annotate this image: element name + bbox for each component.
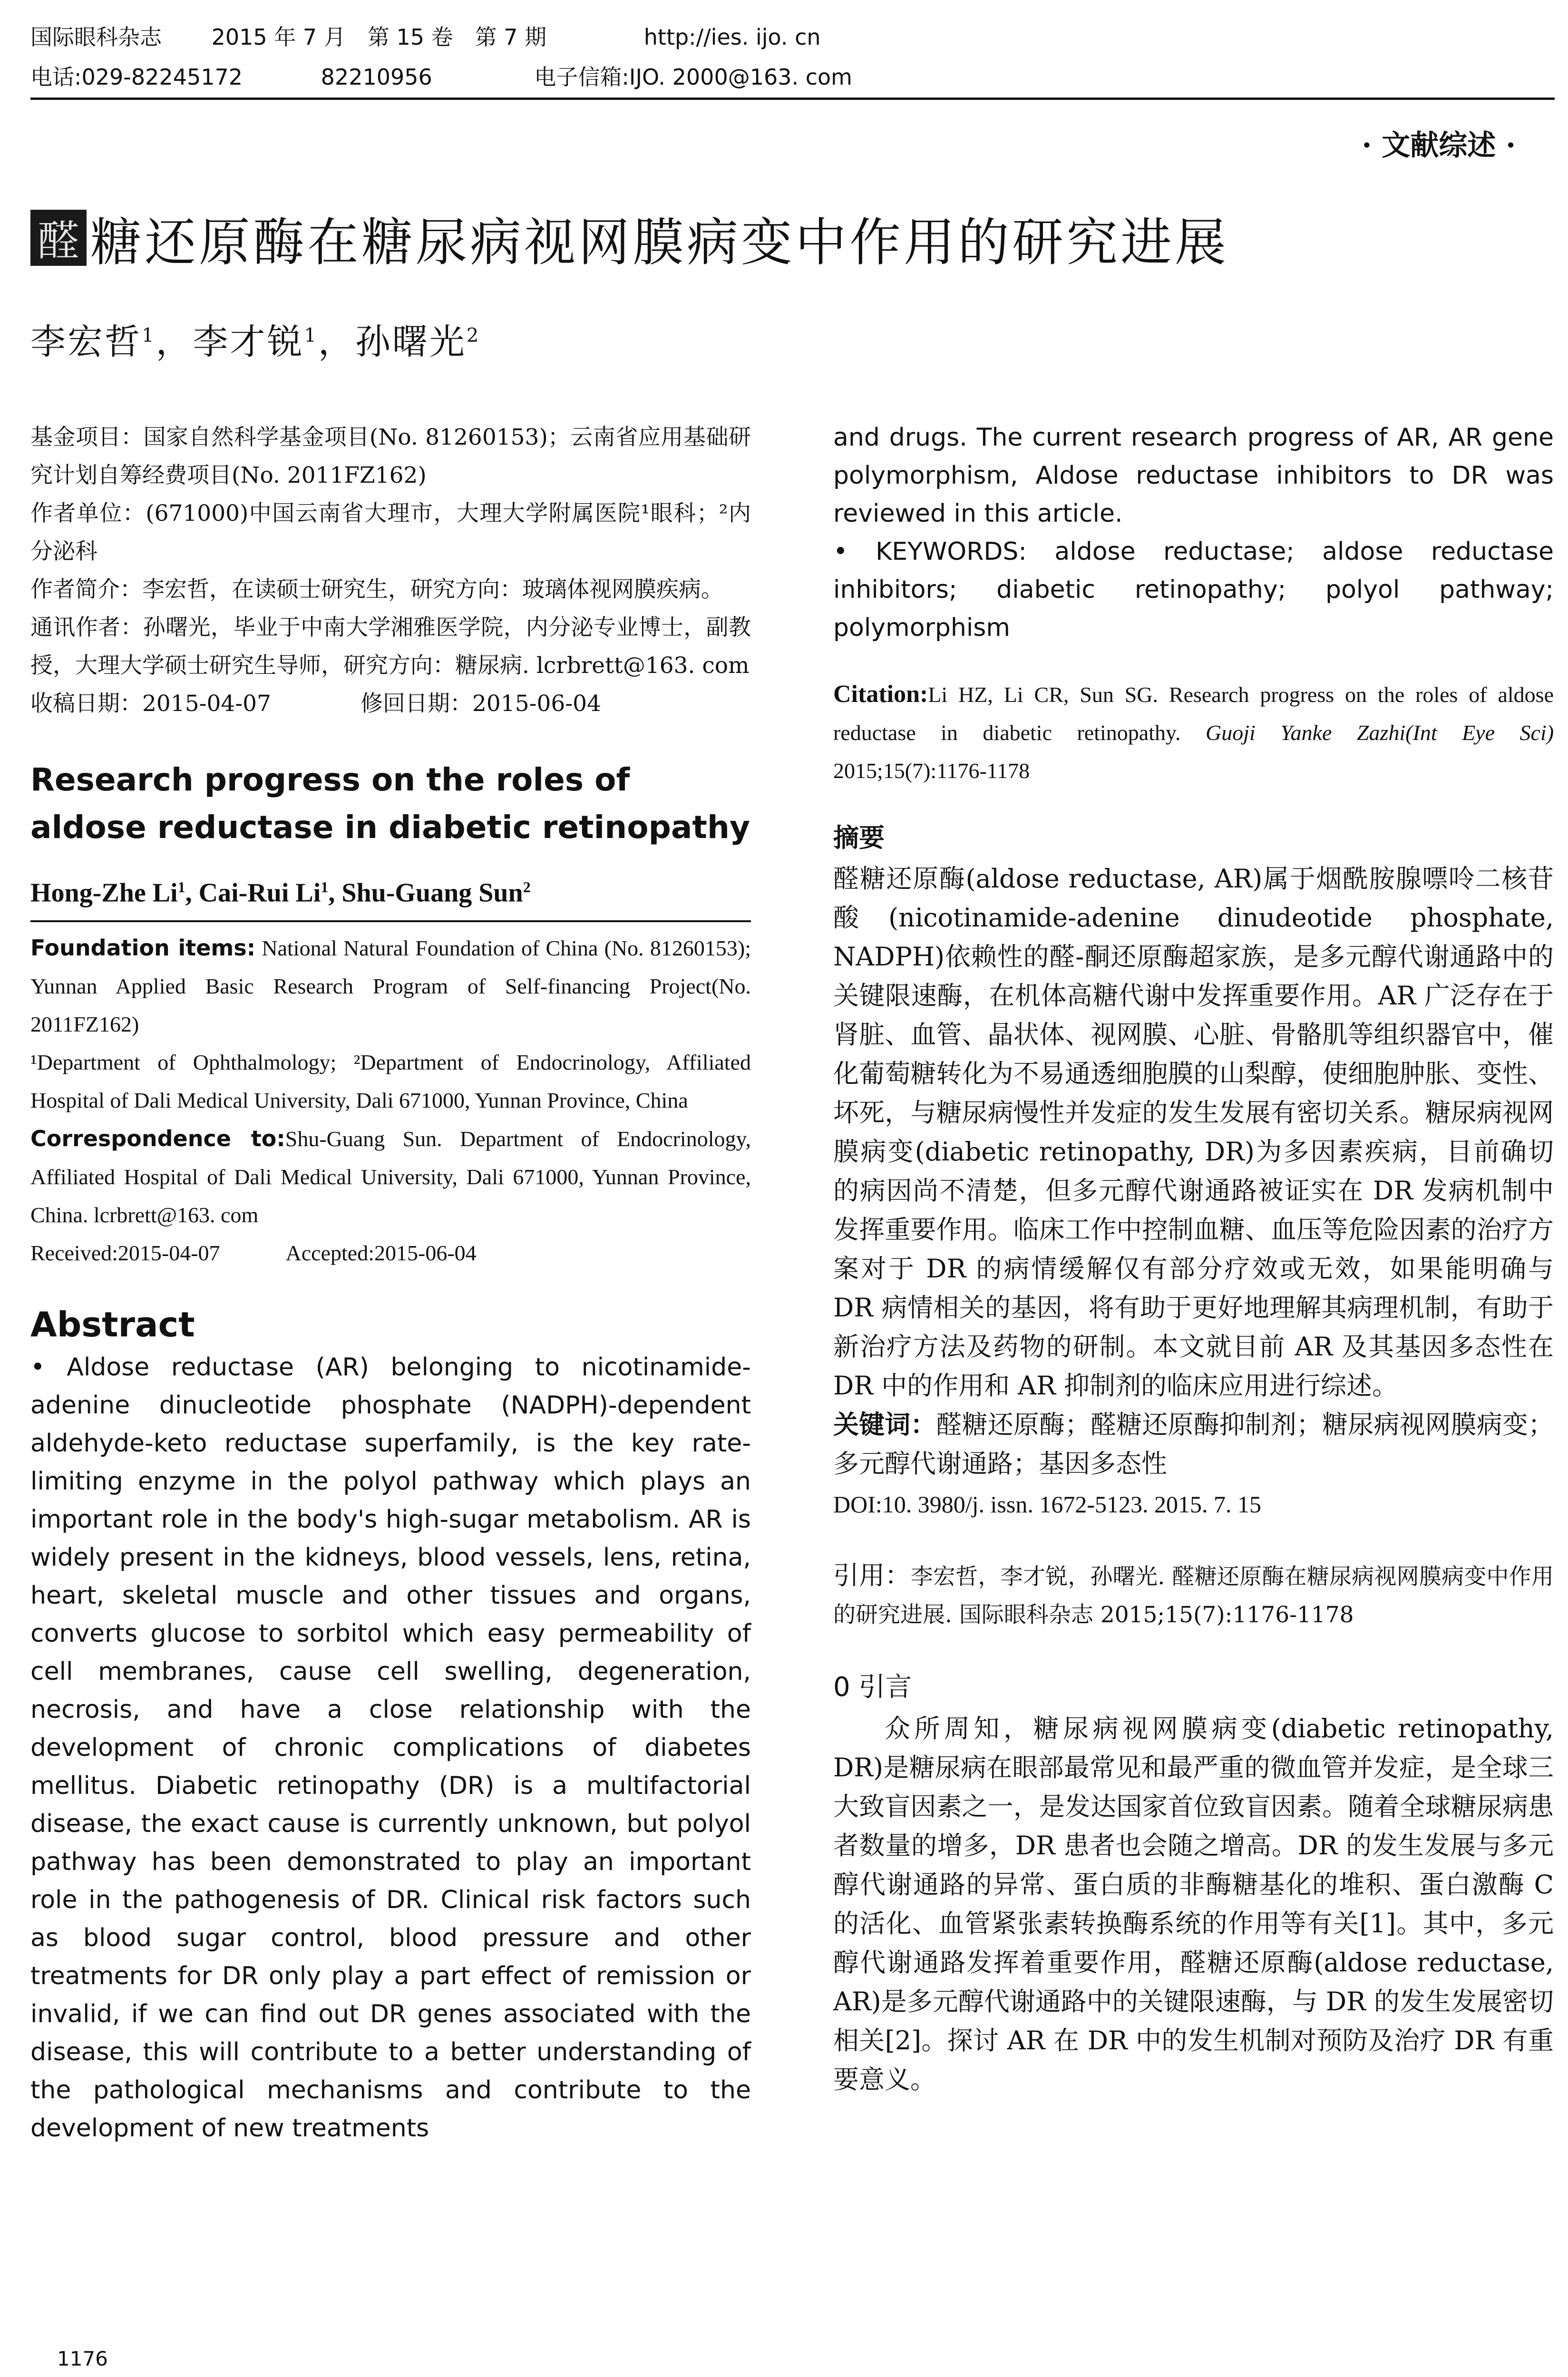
corresponding-cn: 通讯作者：孙曙光，毕业于中南大学湘雅医学院，内分泌专业博士，副教授，大理大学硕士研究生导师，研究方向：糖尿病. lcrbrett@163. com [30, 614, 751, 679]
affiliation-cn: 作者单位：(671000)中国云南省大理市，大理大学附属医院¹眼科；²内分泌科 [30, 500, 751, 565]
english-title: Research progress on the roles of aldose reductase in diabetic retinopathy [30, 761, 750, 846]
english-authors: Hong-Zhe Li$^1$, Cai-Rui Li$^1$, Shu-Guang Sun$^2$ [30, 878, 531, 908]
intro-heading: 0 引言 [833, 1672, 912, 1703]
summary-body: 醛糖还原酶(aldose reductase, AR)属于烟酰胺腺嘌呤二核苷酸(nicotinamide-adenine dinudeotide phosphate, NADPH)依赖性的醛-酮还原酶超家族，是多元醇代谢通路中的关键限速酶，在机体高糖代谢中发挥重要作用。AR 广泛存在于肾脏、血管、晶状体、视网膜、心脏、骨骼肌等组织器官中，催化葡萄糖转化为不易通透细胞膜的山梨醇，使细胞肿胀、变性、坏死，与糖尿病慢性并发症的发生发展有密切关系。糖尿病视网膜病变(diabetic retinopathy, DR)为多因素疾病，目前确切的病因尚不清楚，但多元醇代谢通路被证实在 DR 发病机制中发挥重要作用。临床工作中控制血糖、血压等危险因素的治疗方案对于 DR 的病情缓解仅有部分疗效或无效，如果能明确与 DR 病情相关的基因，将有助于更好地理解其病理机制，有助于新治疗方法及药物的研制。本文就目前 AR 及其基因多态性在 DR 中的作用和 AR 抑制剂的临床应用进行综述。 [833, 864, 1554, 1401]
intro-body: 众所周知，糖尿病视网膜病变(diabetic retinopathy, DR)是糖尿病在眼部最常见和最严重的微血管并发症，是全球三大致盲因素之一，是发达国家首位致盲因素。随着全球糖尿病患者数量的增多，DR 患者也会随之增高。DR 的发生发展与多元醇代谢通路的异常、蛋白质的非酶糖基化的堆积、蛋白激酶 C 的活化、血管紧张素转换酶系统的作用等有关[1]。其中，多元醇代谢通路发挥着重要作用，醛糖还原酶(aldose reductase, AR)是多元醇代谢通路中的关键限速酶，与 DR 的发生发展密切相关[2]。探讨 AR 在 DR 中的发生机制对预防及治疗 DR 有重要意义。 [833, 1714, 1554, 2094]
foundation-label: Foundation items: [30, 935, 256, 961]
author-en-name: Hong-Zhe Li [30, 878, 178, 908]
journal-name: 国际眼科杂志 [30, 24, 162, 50]
author-cn-sup: 1 [142, 324, 156, 347]
dates-cn: 收稿日期：2015-04-07 修回日期：2015-06-04 [30, 691, 601, 717]
citation-en [833, 675, 1554, 790]
journal-phone-2: 82210956 [321, 64, 432, 90]
authors-cn [30, 314, 480, 364]
correspondence-en [30, 1120, 751, 1234]
author-en-sup: 1 [321, 878, 329, 896]
keywords-cn [833, 1405, 1554, 1483]
article-title [30, 205, 1229, 271]
funding-cn: 基金项目：国家自然科学基金项目(No. 81260153)；云南省应用基础研究计划自筹经费项目(No. 2011FZ162) [30, 424, 751, 488]
author-cn-name: 李才锐 [193, 321, 304, 362]
issue-info: 2015 年 7 月 第 15 卷 第 7 期 [211, 24, 547, 50]
citation-cn-text: 李宏哲，李才锐，孙曙光. 醛糖还原酶在糖尿病视网膜病变中作用的研究进展. 国际眼科杂志 2015;15(7):1176-1178 [833, 1564, 1554, 1628]
citation-cn [833, 1557, 1554, 1634]
author-separator: ， [156, 321, 193, 362]
citation-label: Citation: [833, 681, 928, 708]
author-cn-sup: 2 [466, 324, 481, 347]
keywords-en: • KEYWORDS: aldose reductase; aldose reductase inhibitors; diabetic retinopathy; polyol pathway; polymorphism [833, 537, 1554, 642]
header-rule [30, 97, 1555, 100]
author-cn-name: 李宏哲 [30, 321, 142, 362]
journal-phone: 电话:029-82245172 [30, 64, 243, 90]
citation-cn-label: 引用： [833, 1560, 911, 1590]
journal-header-line-1 [30, 23, 821, 51]
foundation-en [30, 929, 751, 1043]
author-cn-name: 孙曙光 [355, 321, 467, 362]
abstract-heading: Abstract [30, 1304, 195, 1344]
citation-text: Li HZ, Li CR, Sun SG. Research progress on the roles of aldose reductase in diabetic retinopathy. [833, 682, 1554, 745]
journal-header-line-2 [30, 63, 852, 91]
bio-cn: 作者简介：李宏哲，在读硕士研究生，研究方向：玻璃体视网膜疾病。 [30, 576, 723, 603]
author-en-name: Shu-Guang Sun [341, 878, 523, 908]
author-en-sup: 2 [523, 878, 531, 896]
doi: DOI:10. 3980/j. issn. 1672-5123. 2015. 7. 15 [833, 1491, 1261, 1518]
citation-tail: 2015;15(7):1176-1178 [833, 759, 1030, 783]
title-initial-seal: 醛 [30, 210, 87, 266]
page-number: 1176 [57, 2347, 108, 2370]
correspondence-text: Shu-Guang Sun. Department of Endocrinology, Affiliated Hospital of Dali Medical University, Dali 671000, Yunnan Province, China. lcrbrett@163. com [30, 1126, 751, 1227]
title-text: 糖还原酶在糖尿病视网膜病变中作用的研究进展 [90, 213, 1229, 273]
author-en-sup: 1 [177, 878, 185, 896]
section-tag: · 文献综述 · [1362, 129, 1516, 162]
journal-email: 电子信箱:IJO. 2000@163. com [534, 64, 852, 90]
foundation-text: National Natural Foundation of China (No. 81260153); Yunnan Applied Basic Research Program of Self-financing Project(No. 2011FZ162) [30, 935, 751, 1036]
departments-en: ¹Department of Ophthalmology; ²Department of Endocrinology, Affiliated Hospital of Dali Medical University, Dali 671000, Yunnan Province, China [30, 1050, 751, 1112]
abstract-continued: and drugs. The current research progress of AR, AR gene polymorphism, Aldose reductase inhibitors to DR was reviewed in this article. [833, 423, 1554, 528]
dates-en: Received:2015-04-07 Accepted:2015-06-04 [30, 1240, 477, 1265]
journal-url: http://ies. ijo. cn [643, 24, 821, 50]
left-column [30, 419, 751, 2147]
summary-heading: 摘要 [833, 822, 885, 853]
right-column [833, 419, 1554, 2099]
keywords-cn-text: 醛糖还原酶；醛糖还原酶抑制剂；糖尿病视网膜病变；多元醇代谢通路；基因多态性 [833, 1410, 1554, 1479]
author-cn-sup: 1 [304, 324, 318, 347]
abstract-body: • Aldose reductase (AR) belonging to nicotinamide-adenine dinucleotide phosphate (NADPH)-dependent aldehyde-keto reductase superfamily, is the key rate-limiting enzyme in the polyol pathway which plays an important role in the body's high-sugar metabolism. AR is widely present in the kidneys, blood vessels, lens, retina, heart, skeletal muscle and other tissues and organs, converts glucose to sorbitol which easy permeability of cell membranes, cause cell swelling, degeneration, necrosis, and have a close relationship with the development of chronic complications of diabetes mellitus. Diabetic retinopathy (DR) is a multifactorial disease, the exact cause is currently unknown, but polyol pathway has been demonstrated to play an important role in the pathogenesis of DR. Clinical risk factors such as blood sugar control, blood pressure and other treatments for DR only play a part effect of remission or invalid, if we can find out DR genes associated with the disease, this will contribute to a better understanding of the pathological mechanisms and contribute to the development of new treatments [30, 1353, 751, 2143]
authors-rule [30, 920, 751, 922]
author-en-name: Cai-Rui Li [198, 878, 321, 908]
correspondence-label: Correspondence to: [30, 1125, 285, 1151]
author-separator: ， [318, 321, 355, 362]
citation-journal: Guoji Yanke Zazhi(Int Eye Sci) [1205, 721, 1554, 745]
keywords-cn-label: 关键词： [833, 1410, 936, 1440]
